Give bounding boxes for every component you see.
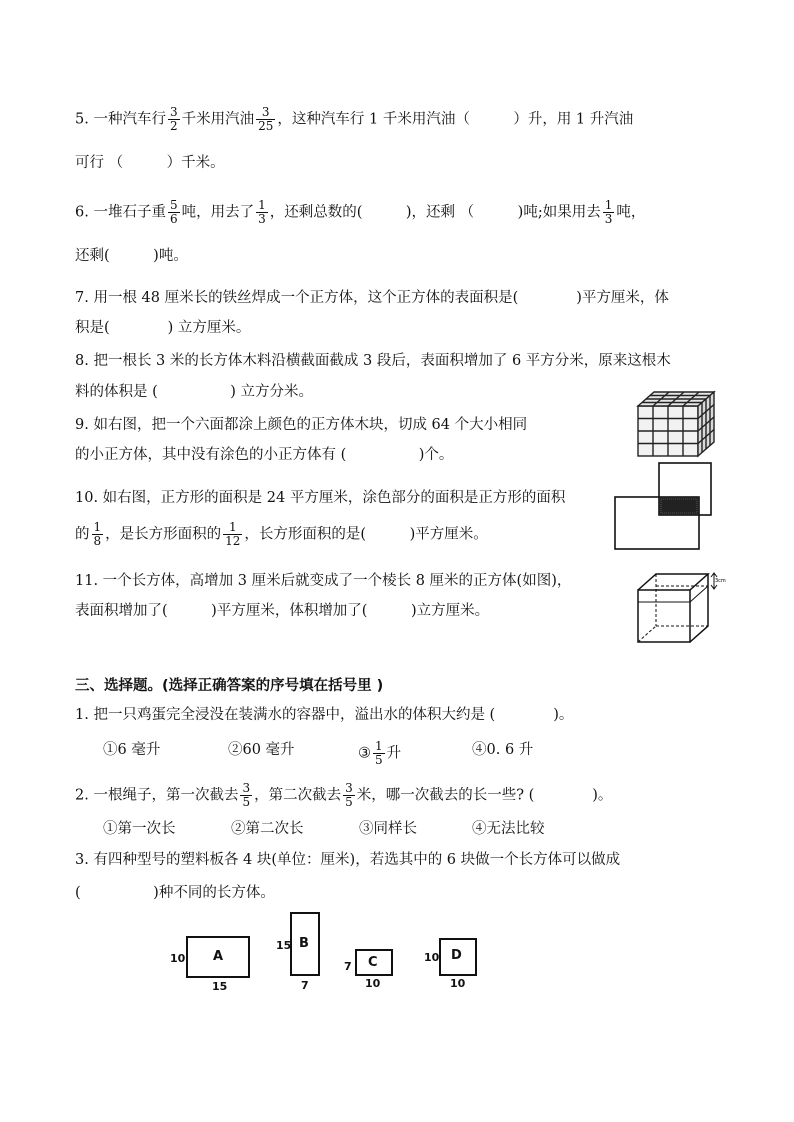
q6-line-2: 还剩( )吨。	[75, 248, 188, 264]
c2-option-4: ④无法比较	[472, 821, 545, 837]
q6-fraction-1	[168, 199, 180, 226]
q6-fraction-3-den: 3	[604, 212, 613, 226]
c2-stem	[75, 782, 612, 809]
q6-line-1	[75, 199, 645, 226]
board-d-letter: D	[451, 948, 462, 963]
board-a-bottom: 15	[212, 980, 228, 993]
c2-fraction-2	[343, 782, 355, 809]
q7-line-1: 7. 用一根 48 厘米长的铁丝焊成一个正方体，这个正方体的表面积是( )平方厘米，体	[75, 290, 669, 306]
q6-fraction-2	[256, 199, 268, 226]
c1-option-3-fraction	[373, 740, 385, 767]
q6-fraction-1-den: 6	[169, 212, 178, 226]
boards-figure	[160, 905, 490, 995]
q6-text-a: 6. 一堆石子重	[75, 204, 166, 221]
q10-fraction-2-den: 12	[225, 534, 241, 548]
q6-fraction-2-den: 3	[258, 212, 266, 226]
q5-fraction-1-den: 2	[169, 119, 178, 133]
board-c-letter: C	[368, 955, 378, 970]
c3-stem-1: 3. 有四种型号的塑料板各 4 块(单位：厘米)，若选其中的 6 块做一个长方体可以做成	[75, 852, 621, 868]
c2-text-c: 米，哪一次截去的长一些? ( )。	[356, 787, 613, 804]
c2-option-3: ③同样长	[359, 821, 417, 837]
q5-text-a: 5. 一种汽车行	[75, 111, 166, 128]
c2-option-2: ②第二次长	[231, 821, 304, 837]
c2-fraction-1-num: 3	[242, 781, 251, 795]
q10-text-b1: 的	[75, 526, 90, 543]
q5-fraction-1	[168, 106, 180, 133]
q10-fraction-1-num: 1	[93, 520, 102, 534]
q7-line-2: 积是( ) 立方厘米。	[75, 320, 251, 336]
q10-fraction-1-den: 8	[93, 534, 102, 548]
q6-fraction-2-num: 1	[258, 198, 266, 212]
q5-fraction-2-den: 25	[258, 119, 274, 133]
board-d-bottom: 10	[450, 977, 466, 990]
board-d-side: 10	[424, 951, 440, 964]
board-c-bottom: 10	[365, 977, 381, 990]
q10-text-b3: ，长方形面积的是( )平方厘米。	[244, 526, 488, 543]
q5-line-1	[75, 106, 633, 133]
q5-text-c: ，这种汽车行 1 千米用汽油（ ）升，用 1 升汽油	[277, 111, 634, 128]
c1-option-3-num: 1	[375, 739, 383, 753]
height-label: 3cm	[715, 578, 726, 584]
q9-line-1: 9. 如右图，把一个六面都涂上颜色的正方体木块，切成 64 个大小相同	[75, 417, 528, 433]
q10-fraction-1	[92, 521, 104, 548]
q6-text-b: 吨，用去了	[181, 204, 255, 221]
overlap-rectangles-figure	[612, 460, 714, 552]
c2-fraction-1-den: 5	[242, 795, 251, 809]
c1-option-4: ④0. 6 升	[472, 742, 534, 758]
q5-fraction-2-num: 3	[256, 106, 275, 120]
q5-text-b: 千米用汽油	[181, 111, 255, 128]
q11-line-1: 11. 一个长方体，高增加 3 厘米后就变成了一个棱长 8 厘米的正方体(如图)，	[75, 573, 572, 589]
c2-text-b: ，第二次截去	[254, 787, 342, 804]
board-b-side: 15	[276, 939, 292, 952]
c1-option-3-den: 5	[375, 753, 383, 767]
q10-line-1: 10. 如右图，正方形的面积是 24 平方厘米，涂色部分的面积是正方形的面积	[75, 490, 566, 506]
q6-text-d: 吨，	[616, 204, 646, 221]
section-title: 三、选择题。(选择正确答案的序号填在括号里 )	[75, 678, 384, 694]
board-c-side: 7	[344, 960, 352, 973]
board-b-letter: B	[299, 936, 309, 951]
c1-option-3	[358, 740, 401, 767]
c2-fraction-2-num: 3	[345, 781, 353, 795]
board-a-letter: A	[213, 949, 224, 964]
board-b-bottom: 7	[301, 979, 309, 992]
c2-fraction-2-den: 5	[345, 795, 353, 809]
c1-option-1: ①6 毫升	[103, 742, 161, 758]
q5-fraction-2	[256, 106, 275, 133]
q6-text-c: ，还剩总数的( )，还剩 （ )吨;如果用去	[269, 204, 601, 221]
q10-fraction-2-num: 1	[223, 521, 242, 535]
q8-line-1: 8. 把一根长 3 米的长方体木料沿横截面截成 3 段后，表面积增加了 6 平方分米，原来这根木	[75, 353, 671, 369]
c1-option-3-mark: ③	[358, 745, 371, 762]
c1-option-3-unit: 升	[386, 745, 402, 762]
c2-option-1: ①第一次长	[103, 821, 176, 837]
c2-fraction-1	[240, 782, 252, 809]
q9-line-2: 的小正方体，其中没有涂色的小正方体有 ( )个。	[75, 447, 454, 463]
cube-figure	[634, 570, 724, 646]
c2-text-a: 2. 一根绳子，第一次截去	[75, 787, 239, 804]
c1-option-2: ②60 毫升	[228, 742, 295, 758]
q6-fraction-1-num: 5	[169, 198, 178, 212]
q11-line-2: 表面积增加了( )平方厘米，体积增加了( )立方厘米。	[75, 603, 490, 619]
board-a-side: 10	[170, 952, 186, 965]
c3-stem-2: ( )种不同的长方体。	[75, 885, 275, 901]
q5-fraction-1-num: 3	[169, 105, 178, 119]
q6-fraction-3	[603, 199, 615, 226]
c1-stem: 1. 把一只鸡蛋完全浸没在装满水的容器中，溢出水的体积大约是 ( )。	[75, 707, 574, 723]
q5-line-2: 可行 （ ）千米。	[75, 155, 225, 171]
q10-line-2	[75, 521, 488, 548]
q10-fraction-2	[223, 521, 242, 548]
q6-fraction-3-num: 1	[604, 198, 613, 212]
q8-line-2: 料的体积是 ( ) 立方分米。	[75, 384, 314, 400]
cube-grid-figure	[634, 390, 724, 460]
q10-text-b2: ，是长方形面积的	[105, 526, 222, 543]
